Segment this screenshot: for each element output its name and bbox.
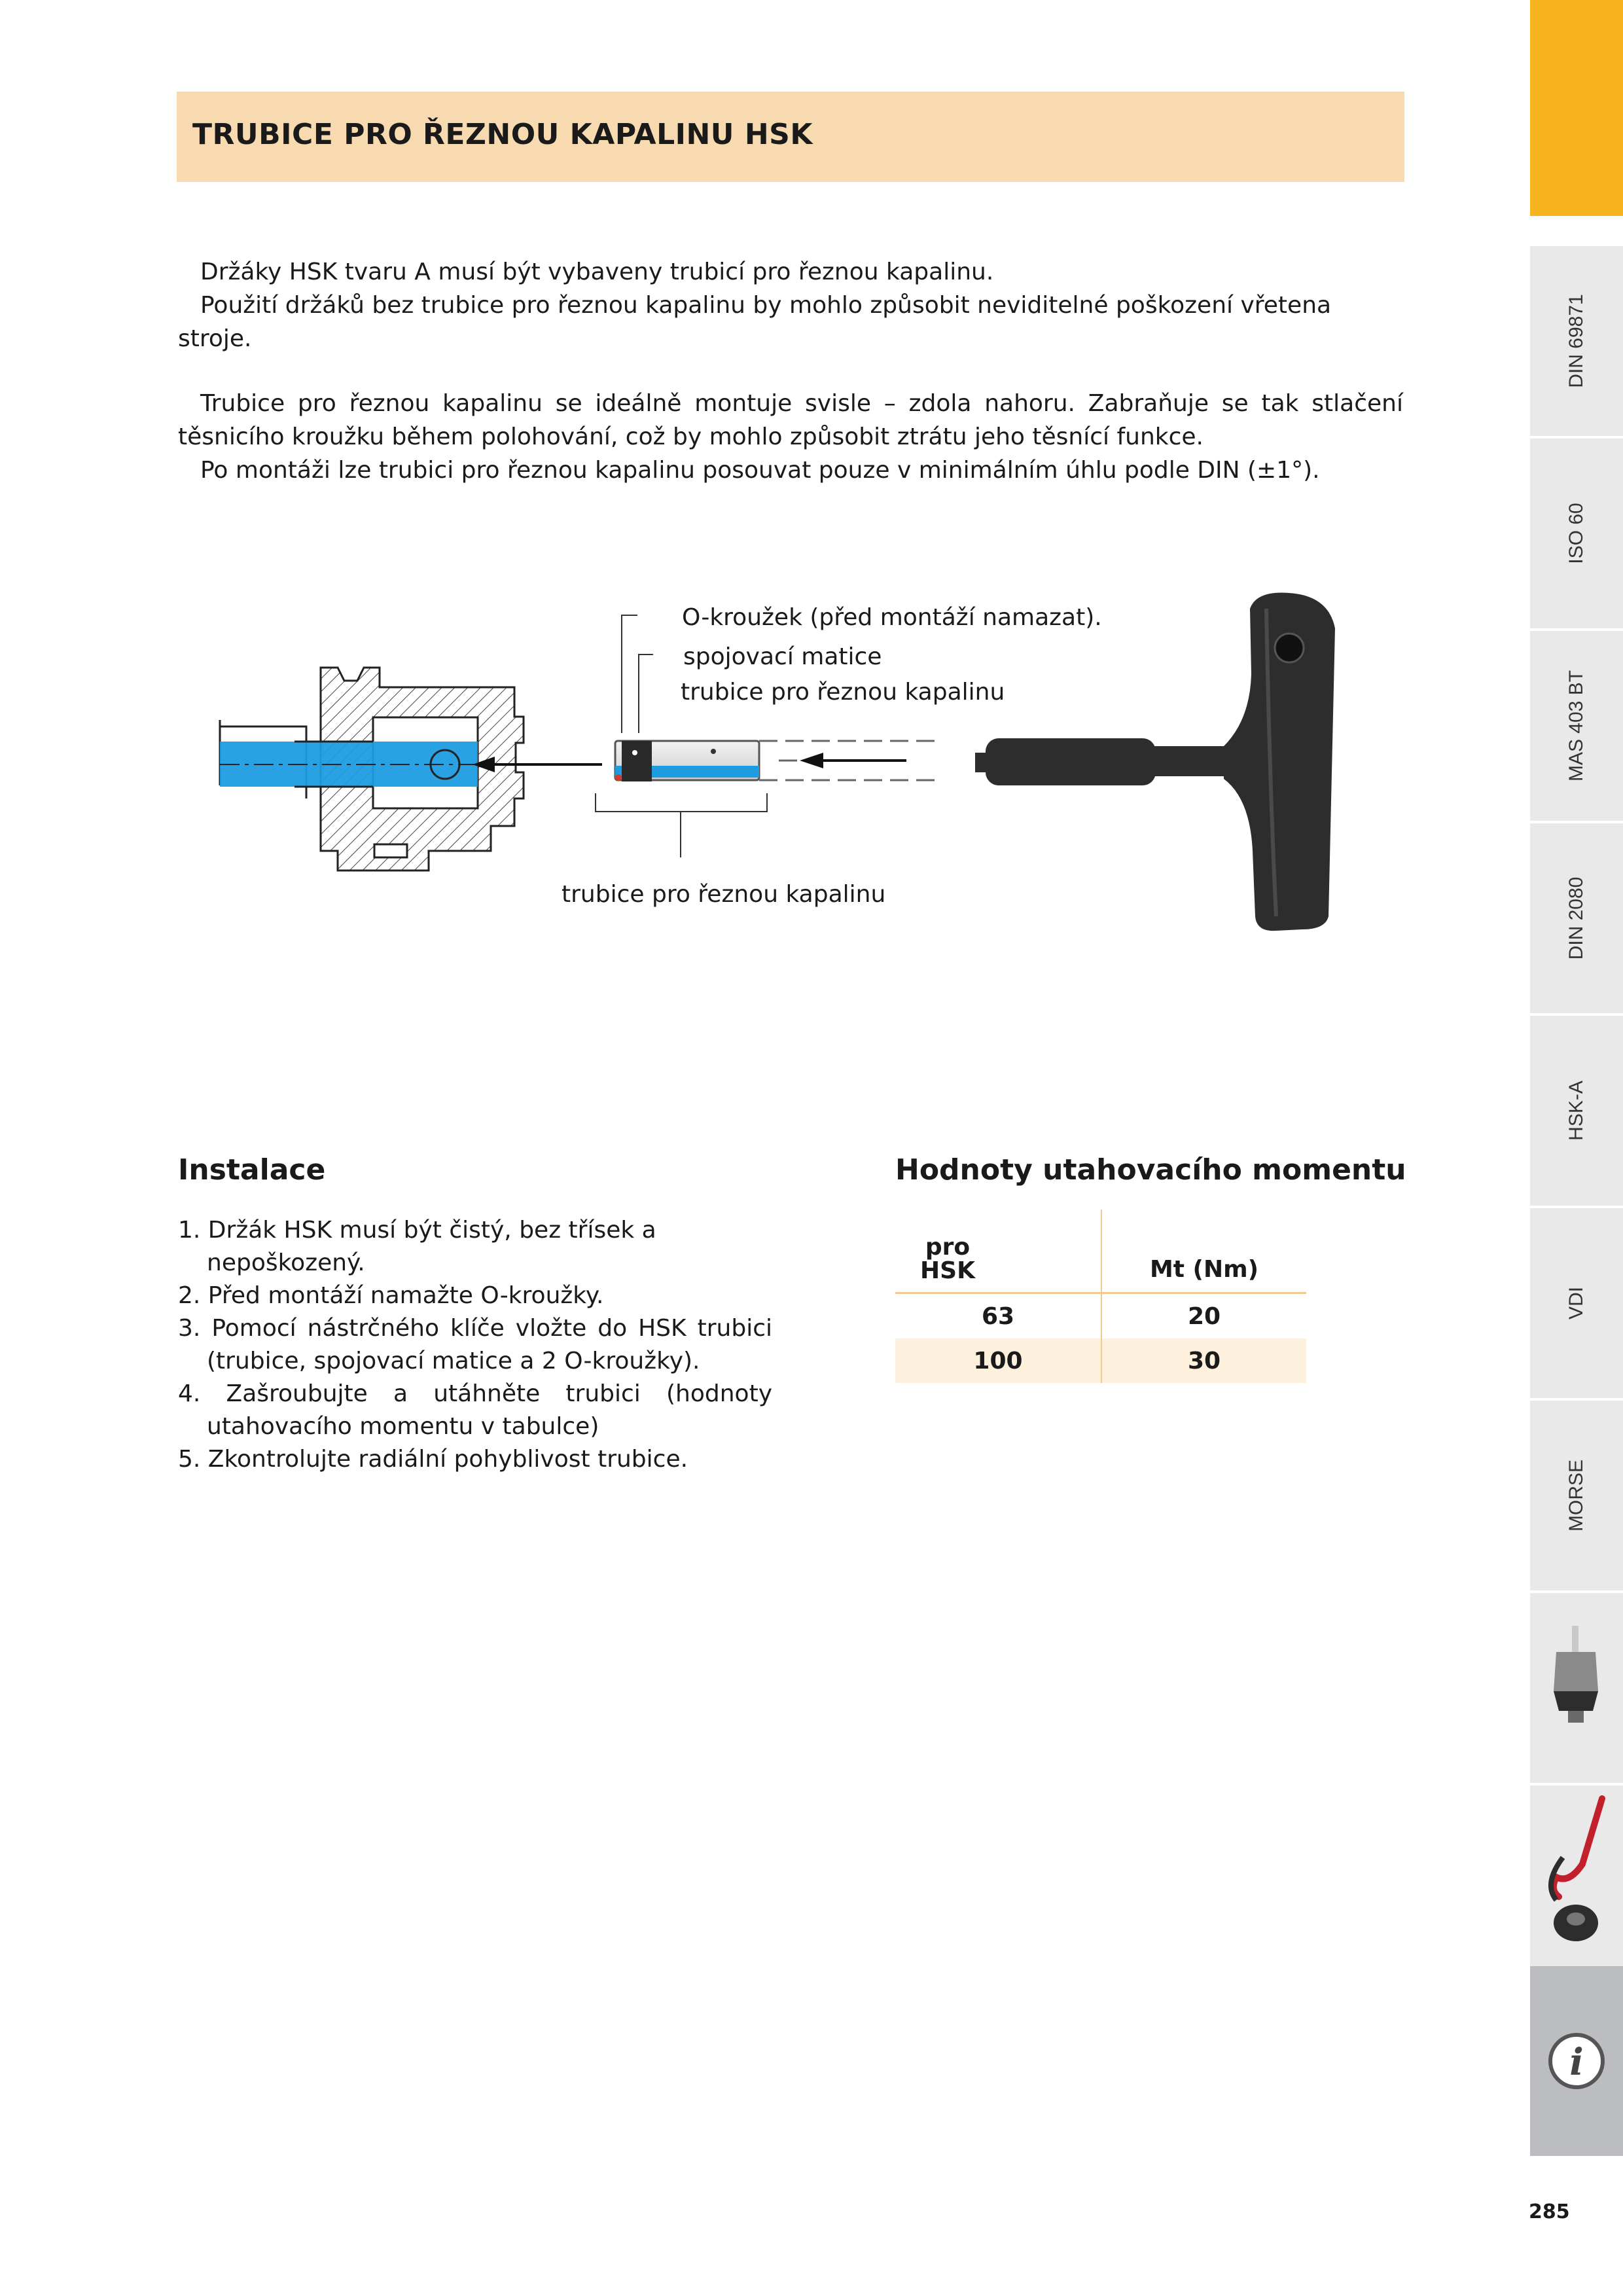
sidebar-tab-iso-60[interactable] [1530, 439, 1623, 628]
table-row [895, 1338, 1306, 1383]
table-cell: 30 [1101, 1338, 1306, 1383]
sidebar-tab-label: MAS 403 BT [1565, 670, 1587, 782]
nut-label: spojovací matice [683, 643, 882, 670]
table-cell: 100 [895, 1338, 1101, 1383]
column-header-mt: Mt (Nm) [1101, 1210, 1306, 1293]
sidebar-tab-label: MORSE [1565, 1459, 1587, 1532]
o-ring-icon [615, 774, 622, 781]
installation-steps [178, 1214, 772, 1476]
title-bar [177, 92, 1404, 182]
table-cell: 20 [1187, 1302, 1221, 1330]
list-item: 5. Zkontrolujte radiální pohyblivost trubice. [178, 1446, 688, 1473]
intro-paragraph: Použití držáků bez trubice pro řeznou kapalinu by mohlo způsobit neviditelné poškození vřetena stroje. [178, 292, 1332, 352]
tube-label-top: trubice pro řeznou kapalinu [681, 679, 1005, 706]
list-item: 4. Zašroubujte a utáhněte trubici (hodnoty utahovacího momentu v tabulce) [178, 1380, 772, 1440]
sidebar-tab-label: HSK-A [1565, 1081, 1587, 1141]
svg-text:i: i [1569, 2041, 1584, 2084]
sidebar-tab-info[interactable] [1530, 1966, 1623, 2156]
list-item: 3. Pomocí nástrčného klíče vložte do HSK trubici (trubice, spojovací matice a 2 O-kroužky). [178, 1315, 772, 1374]
sidebar-tab-morse[interactable] [1530, 1401, 1623, 1590]
column-header-hsk: pro HSK [895, 1210, 1101, 1293]
sidebar-tab-din-2080[interactable] [1530, 823, 1623, 1013]
sidebar-tab-label: VDI [1565, 1286, 1587, 1320]
installation-heading: Instalace [178, 1153, 326, 1187]
page-number: 285 [1529, 2200, 1570, 2223]
table-row [895, 1293, 1306, 1339]
hsk-holder-section [220, 668, 524, 870]
sidebar-tab-drill-chuck[interactable] [1530, 1593, 1623, 1783]
sidebar-tab-din-69871[interactable] [1530, 246, 1623, 436]
sidebar-tab-label: DIN 2080 [1565, 876, 1587, 960]
intro-paragraph: Držáky HSK tvaru A musí být vybaveny trubicí pro řeznou kapalinu. [200, 259, 994, 285]
sidebar-tab-hook-wrench[interactable] [1530, 1785, 1623, 1975]
intro-paragraph: Trubice pro řeznou kapalinu se ideálně montuje svisle – zdola nahoru. Zabraňuje se tak stlačení těsnicího kroužku během polohování, což by mohlo způsobit ztrátu jeho těsnící funkce. [178, 390, 1403, 450]
sidebar-tab-label: ISO 60 [1565, 503, 1587, 564]
sidebar-tab-hsk-a[interactable] [1530, 1016, 1623, 1206]
hook-wrench-icon [1530, 1785, 1623, 1975]
table-cell: 63 [895, 1293, 1101, 1339]
category-sidebar [1530, 0, 1623, 2156]
torque-table [895, 1210, 1306, 1383]
info-icon [1530, 1966, 1623, 2156]
sidebar-tab-label: DIN 69871 [1565, 294, 1587, 388]
intro-text [178, 255, 1403, 487]
coolant-tube-assembly [615, 741, 936, 781]
intro-paragraph: Po montáži lze trubici pro řeznou kapalinu posouvat pouze v minimálním úhlu podle DIN (±1°). [200, 457, 1320, 484]
page-title: TRUBICE PRO ŘEZNOU KAPALINU HSK [192, 118, 813, 151]
list-item: 2. Před montáží namažte O-kroužky. [178, 1282, 604, 1309]
assembly-diagram [203, 589, 1381, 956]
list-item: 1. Držák HSK musí být čistý, bez třísek a nepoškozený. [178, 1217, 656, 1276]
drill-chuck-icon [1530, 1593, 1623, 1783]
sidebar-tab-active[interactable] [1530, 0, 1623, 216]
sidebar-tab-mas-403-bt[interactable] [1530, 631, 1623, 821]
tube-label-bottom: trubice pro řeznou kapalinu [562, 881, 886, 908]
sidebar-tab-vdi[interactable] [1530, 1208, 1623, 1398]
torque-heading: Hodnoty utahovacího momentu [895, 1153, 1406, 1187]
o-ring-label: O-kroužek (před montáží namazat). [682, 604, 1102, 631]
t-handle-wrench-icon [975, 593, 1335, 931]
